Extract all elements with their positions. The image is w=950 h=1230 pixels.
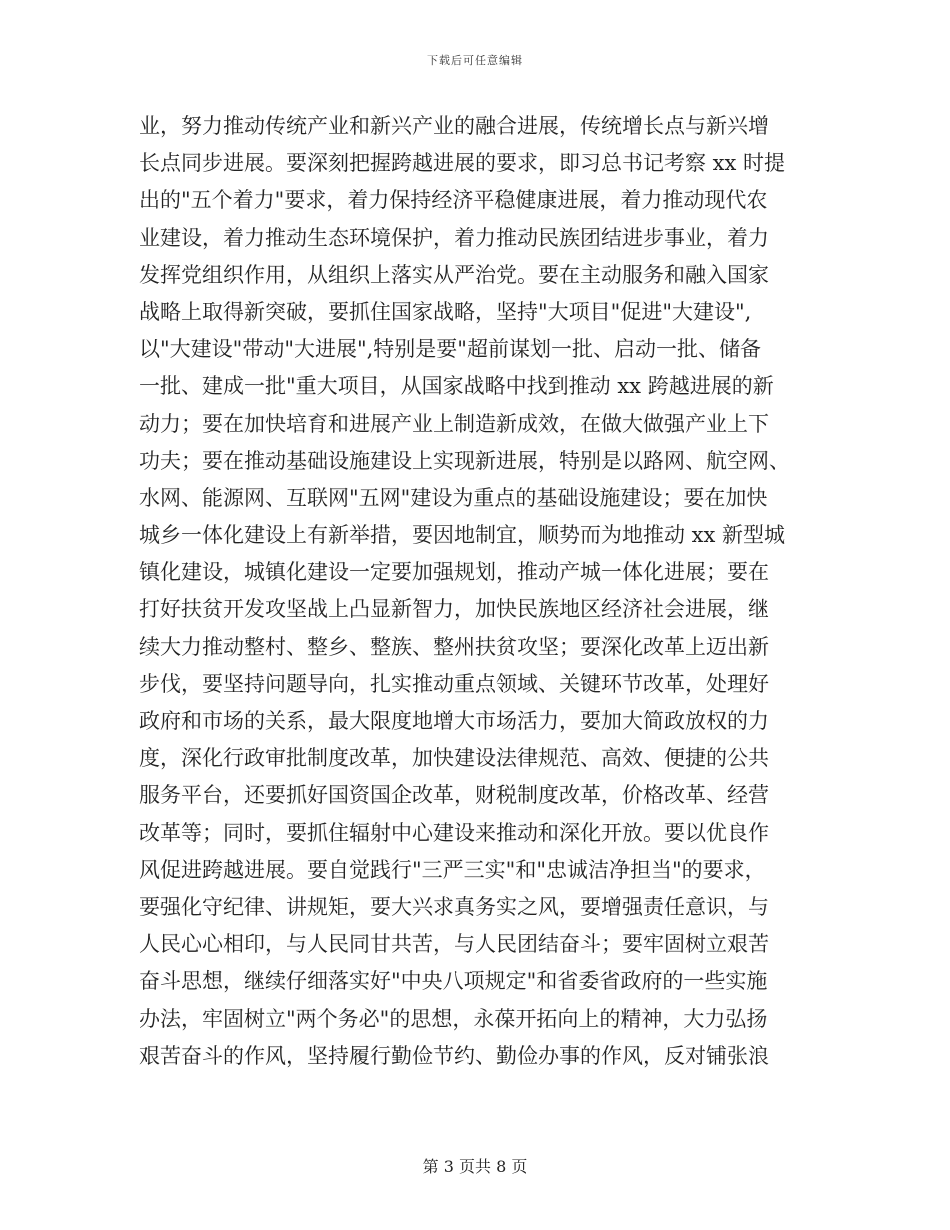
text-line: 长点同步进展。要深刻把握跨越进展的要求，即习总书记考察 xx 时提 bbox=[139, 151, 786, 176]
text-line: 续大力推动整村、整乡、整族、整州扶贫攻坚；要深化改革上迈出新 bbox=[139, 634, 769, 659]
text-line: 业，努力推动传统产业和新兴产业的融合进展，传统增长点与新兴增 bbox=[139, 114, 769, 138]
text-line: 一批、建成一批"重大项目，从国家战略中找到推动 xx 跨越进展的新 bbox=[139, 374, 774, 399]
text-line: 业建设，着力推动生态环境保护，着力推动民族团结进步事业，着力 bbox=[139, 225, 769, 250]
text-line: 动力；要在加快培育和进展产业上制造新成效，在做大做强产业上下 bbox=[139, 411, 769, 436]
text-line: 要强化守纪律、讲规矩，要大兴求真务实之风，要增强责任意识，与 bbox=[139, 894, 769, 919]
text-line: 水网、能源网、互联网"五网"建设为重点的基础设施建设；要在加快 bbox=[139, 485, 768, 510]
text-line: 奋斗思想，继续仔细落实好"中央八项规定"和省委省政府的一些实施 bbox=[139, 969, 768, 994]
text-line: 城乡一体化建设上有新举措，要因地制宜，顺势而为地推动 xx 新型城 bbox=[139, 523, 786, 548]
text-line: 政府和市场的关系，最大限度地增大市场活力，要加大简政放权的力 bbox=[139, 709, 769, 733]
text-line: 镇化建设，城镇化建设一定要加强规划，推动产城一体化进展；要在 bbox=[139, 560, 769, 585]
text-line: 服务平台，还要抓好国资国企改革，财税制度改革，价格改革、经营 bbox=[139, 783, 769, 808]
text-line: 改革等；同时，要抓住辐射中心建设来推动和深化开放。要以优良作 bbox=[139, 820, 769, 845]
text-line: 打好扶贫开发攻坚战上凸显新智力，加快民族地区经济社会进展，继 bbox=[139, 597, 769, 622]
document-body bbox=[139, 108, 811, 1075]
text-line: 功夫；要在推动基础设施建设上实现新进展，特别是以路网、航空网、 bbox=[139, 448, 790, 473]
text-line: 人民心心相印，与人民同甘共苦，与人民团结奋斗；要牢固树立艰苦 bbox=[139, 932, 769, 957]
text-line: 以"大建设"带动"大进展",特别是要"超前谋划一批、启动一批、储备 bbox=[139, 337, 761, 362]
text-line: 艰苦奋斗的作风，坚持履行勤俭节约、勤俭办事的作风，反对铺张浪 bbox=[139, 1043, 769, 1068]
text-line: 战略上取得新突破，要抓住国家战略，坚持"大项目"促进"大建设", bbox=[139, 299, 752, 324]
page-header-note: 下载后可任意编辑 bbox=[427, 54, 523, 67]
text-line: 发挥党组织作用，从组织上落实从严治党。要在主动服务和融入国家 bbox=[139, 262, 769, 287]
text-line: 风促进跨越进展。要自觉践行"三严三实"和"忠诚洁净担当"的要求， bbox=[139, 857, 766, 882]
text-line: 办法，牢固树立"两个务必"的思想，永葆开拓向上的精神，大力弘扬 bbox=[139, 1006, 768, 1031]
page-number-footer: 第 3 页共 8 页 bbox=[422, 1157, 528, 1176]
text-line: 步伐，要坚持问题导向，扎实推动重点领域、关键环节改革，处理好 bbox=[139, 671, 769, 696]
text-line: 出的"五个着力"要求，着力保持经济平稳健康进展，着力推动现代农 bbox=[139, 188, 768, 213]
text-line: 度，深化行政审批制度改革，加快建设法律规范、高效、便捷的公共 bbox=[139, 746, 769, 771]
